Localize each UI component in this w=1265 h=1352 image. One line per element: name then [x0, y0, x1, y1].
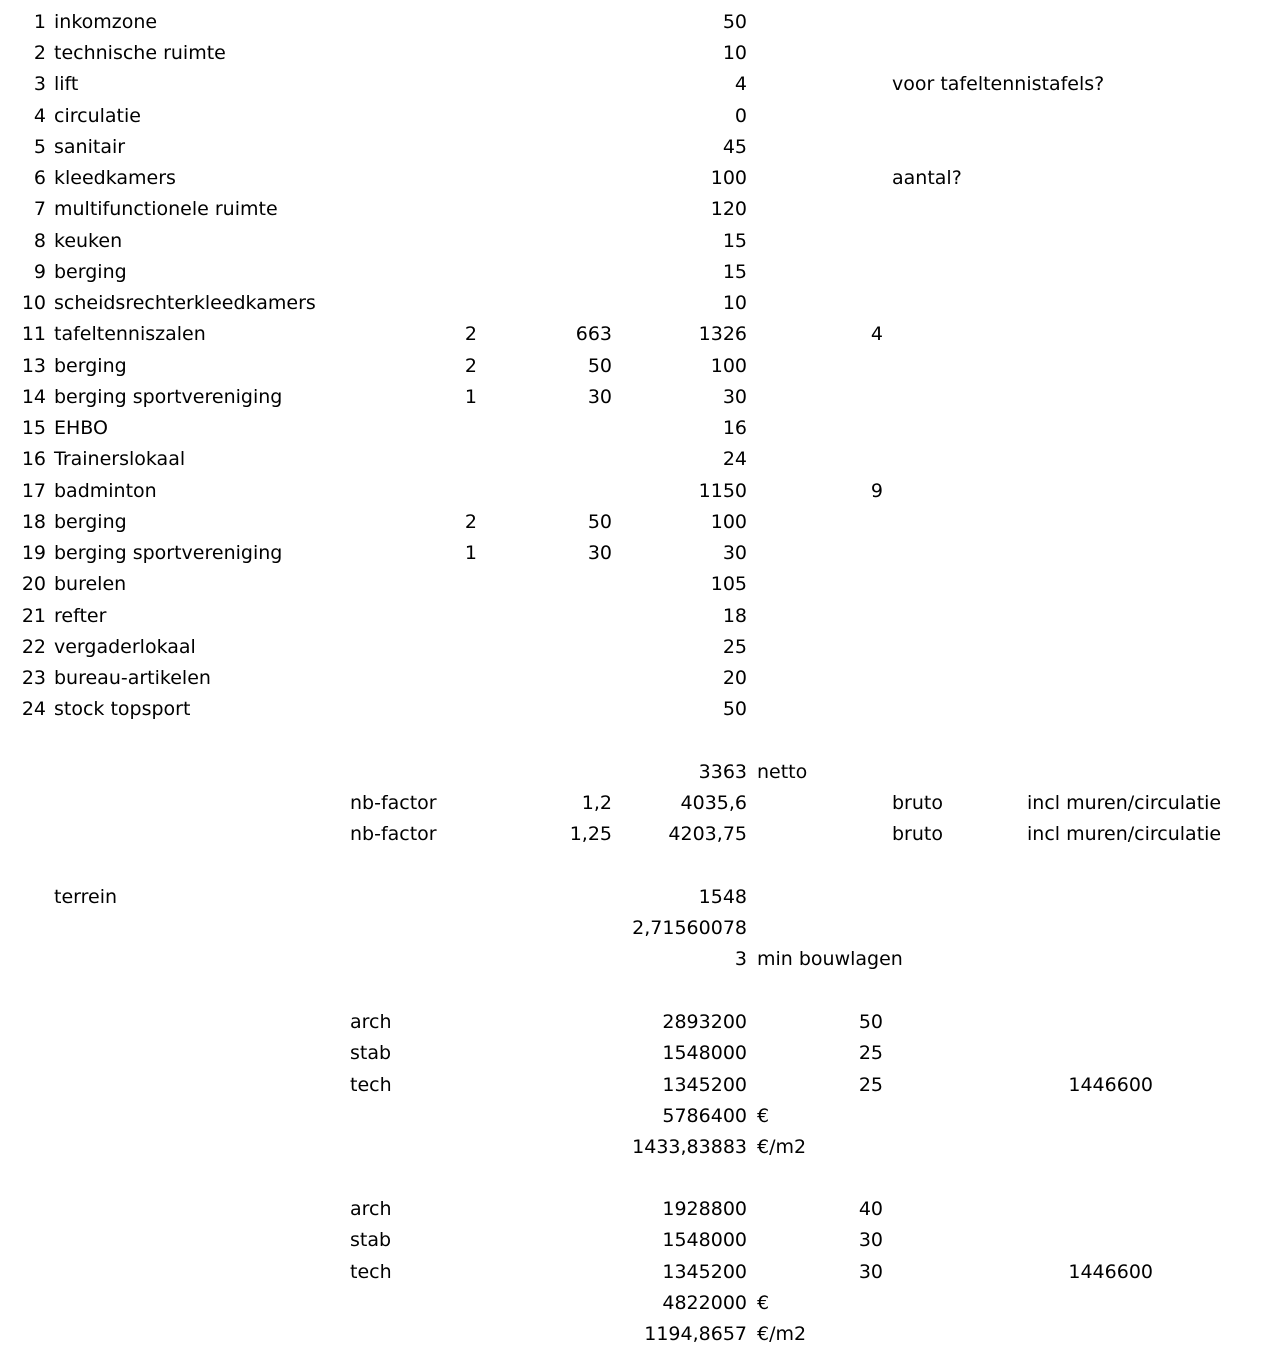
room-row	[0, 382, 1265, 413]
room-quantity[interactable]	[380, 257, 477, 288]
room-note[interactable]	[892, 257, 1192, 288]
room-name[interactable]: lift	[54, 73, 79, 95]
room-name[interactable]: berging	[54, 261, 127, 283]
room-unit-area[interactable]	[480, 632, 612, 663]
room-note[interactable]	[892, 351, 1192, 382]
room-quantity[interactable]	[380, 663, 477, 694]
room-count[interactable]	[790, 444, 883, 475]
cost-percent[interactable]: 25	[858, 1074, 883, 1096]
room-note[interactable]	[892, 663, 1192, 694]
room-name[interactable]: circulatie	[54, 105, 141, 127]
cost-label[interactable]: stab	[350, 1042, 392, 1064]
arch-row	[0, 1007, 1265, 1038]
room-name[interactable]: technische ruimte	[54, 42, 226, 64]
room-unit-area[interactable]	[480, 226, 612, 257]
room-row	[0, 444, 1265, 475]
room-row	[0, 319, 1265, 350]
room-count[interactable]	[790, 601, 883, 632]
room-total-area[interactable]: 10	[722, 42, 747, 64]
room-quantity[interactable]: 2	[464, 355, 477, 377]
room-name[interactable]: scheidsrechterkleedkamers	[54, 292, 316, 314]
room-count[interactable]	[790, 288, 883, 319]
cost-value[interactable]: 1548000	[662, 1042, 747, 1064]
stab-row	[0, 1225, 1265, 1256]
room-unit-area[interactable]: 30	[587, 386, 612, 408]
room-name[interactable]: burelen	[54, 573, 127, 595]
cost-total-row	[0, 1101, 1265, 1132]
tech-row	[0, 1070, 1265, 1101]
room-count[interactable]: 4	[870, 323, 883, 345]
room-number[interactable]: 21	[21, 605, 46, 627]
room-name[interactable]: tafeltenniszalen	[54, 323, 206, 345]
room-name[interactable]: kleedkamers	[54, 167, 176, 189]
room-quantity[interactable]: 1	[464, 542, 477, 564]
terrain-ratio[interactable]: 2,71560078	[632, 917, 747, 939]
room-name[interactable]: berging sportvereniging	[54, 386, 283, 408]
room-name[interactable]: vergaderlokaal	[54, 636, 196, 658]
room-number[interactable]: 9	[33, 261, 46, 283]
room-number[interactable]: 2	[33, 42, 46, 64]
room-row	[0, 288, 1265, 319]
room-number[interactable]: 14	[21, 386, 46, 408]
cost-total[interactable]: 4822000	[662, 1292, 747, 1314]
room-row	[0, 413, 1265, 444]
room-number[interactable]: 16	[21, 448, 46, 470]
room-unit-area[interactable]	[480, 694, 612, 725]
room-unit-area[interactable]	[480, 132, 612, 163]
room-name[interactable]: sanitair	[54, 136, 126, 158]
room-quantity[interactable]	[380, 132, 477, 163]
room-note[interactable]: voor tafeltennistafels?	[892, 73, 1105, 95]
cost-label[interactable]: tech	[350, 1074, 392, 1096]
room-total-area[interactable]: 15	[722, 261, 747, 283]
room-count[interactable]	[790, 69, 883, 100]
room-unit-area[interactable]	[480, 69, 612, 100]
cost-total-unit[interactable]: €	[757, 1292, 770, 1314]
room-unit-area[interactable]	[480, 444, 612, 475]
netto-total[interactable]: 3363	[698, 761, 747, 783]
room-note[interactable]	[892, 132, 1192, 163]
room-row	[0, 351, 1265, 382]
layers-label[interactable]: min bouwlagen	[757, 948, 903, 970]
cost-label[interactable]: stab	[350, 1229, 392, 1251]
room-total-area[interactable]: 18	[722, 605, 747, 627]
room-total-area[interactable]: 50	[722, 698, 747, 720]
terrain-area[interactable]: 1548	[698, 886, 747, 908]
cost-extra[interactable]: 1446600	[1068, 1074, 1153, 1096]
cost-per-m2-unit[interactable]: €/m2	[757, 1323, 807, 1345]
room-count[interactable]	[790, 569, 883, 600]
bruto-total[interactable]: 4203,75	[668, 823, 747, 845]
room-note[interactable]	[892, 444, 1192, 475]
terrain-ratio-row	[0, 913, 1265, 944]
room-name[interactable]: berging	[54, 511, 127, 533]
room-unit-area[interactable]: 30	[587, 542, 612, 564]
room-unit-area[interactable]	[480, 601, 612, 632]
room-note[interactable]	[892, 194, 1192, 225]
bruto-note[interactable]: incl muren/circulatie	[1027, 823, 1222, 845]
room-count[interactable]	[790, 694, 883, 725]
room-note[interactable]	[892, 226, 1192, 257]
cost-total-unit[interactable]: €	[757, 1105, 770, 1127]
room-total-area[interactable]: 1150	[698, 480, 747, 502]
room-quantity[interactable]	[380, 7, 477, 38]
cost-value[interactable]: 1928800	[662, 1198, 747, 1220]
room-number[interactable]: 18	[21, 511, 46, 533]
room-count[interactable]	[790, 7, 883, 38]
room-row	[0, 38, 1265, 69]
nb-factor-row-1	[0, 788, 1265, 819]
room-total-area[interactable]: 24	[722, 448, 747, 470]
nb-factor-value[interactable]: 1,2	[581, 792, 612, 814]
room-total-area[interactable]: 0	[734, 105, 747, 127]
cost-total-row	[0, 1288, 1265, 1319]
room-note[interactable]	[892, 382, 1192, 413]
layers-row	[0, 944, 1265, 975]
room-unit-area[interactable]: 50	[587, 355, 612, 377]
room-number[interactable]: 6	[33, 167, 46, 189]
room-number[interactable]: 1	[33, 11, 46, 33]
room-unit-area[interactable]	[480, 257, 612, 288]
room-count[interactable]	[790, 226, 883, 257]
room-total-area[interactable]: 50	[722, 11, 747, 33]
room-count[interactable]	[790, 507, 883, 538]
room-total-area[interactable]: 105	[710, 573, 747, 595]
room-count[interactable]	[790, 413, 883, 444]
room-number[interactable]: 3	[33, 73, 46, 95]
room-number[interactable]: 5	[33, 136, 46, 158]
room-name[interactable]: Trainerslokaal	[54, 448, 186, 470]
room-note[interactable]	[892, 288, 1192, 319]
terrain-row	[0, 882, 1265, 913]
room-total-area[interactable]: 120	[710, 198, 747, 220]
room-unit-area[interactable]	[480, 476, 612, 507]
room-row	[0, 226, 1265, 257]
room-total-area[interactable]: 100	[710, 355, 747, 377]
room-count[interactable]	[790, 132, 883, 163]
room-unit-area[interactable]	[480, 7, 612, 38]
room-quantity[interactable]	[380, 413, 477, 444]
room-number[interactable]: 23	[21, 667, 46, 689]
room-unit-area[interactable]: 663	[575, 323, 612, 345]
room-quantity[interactable]	[380, 101, 477, 132]
cost-per-m2[interactable]: 1433,83883	[632, 1136, 747, 1158]
room-quantity[interactable]: 1	[464, 386, 477, 408]
room-number[interactable]: 19	[21, 542, 46, 564]
room-unit-area[interactable]	[480, 101, 612, 132]
room-total-area[interactable]: 10	[722, 292, 747, 314]
room-name[interactable]: multifunctionele ruimte	[54, 198, 278, 220]
room-number[interactable]: 13	[21, 355, 46, 377]
room-count[interactable]	[790, 257, 883, 288]
room-name[interactable]: stock topsport	[54, 698, 191, 720]
room-row	[0, 507, 1265, 538]
room-count[interactable]	[790, 632, 883, 663]
room-quantity[interactable]	[380, 632, 477, 663]
room-note[interactable]	[892, 507, 1192, 538]
bruto-note[interactable]: incl muren/circulatie	[1027, 792, 1222, 814]
cost-per-m2-row	[0, 1132, 1265, 1163]
room-note[interactable]	[892, 38, 1192, 69]
room-row	[0, 663, 1265, 694]
cost-per-m2-unit[interactable]: €/m2	[757, 1136, 807, 1158]
room-name[interactable]: inkomzone	[54, 11, 158, 33]
nb-factor-label[interactable]: nb-factor	[350, 823, 437, 845]
room-note[interactable]	[892, 319, 1192, 350]
room-note[interactable]	[892, 476, 1192, 507]
room-name[interactable]: berging	[54, 355, 127, 377]
room-note[interactable]	[892, 538, 1192, 569]
room-number[interactable]: 20	[21, 573, 46, 595]
cost-value[interactable]: 2893200	[662, 1011, 747, 1033]
cost-percent[interactable]: 40	[858, 1198, 883, 1220]
room-name[interactable]: badminton	[54, 480, 157, 502]
room-row	[0, 163, 1265, 194]
room-total-area[interactable]: 100	[710, 167, 747, 189]
room-number[interactable]: 15	[21, 417, 46, 439]
cost-percent[interactable]: 50	[858, 1011, 883, 1033]
tech-row	[0, 1257, 1265, 1288]
room-number[interactable]: 22	[21, 636, 46, 658]
cost-label[interactable]: arch	[350, 1198, 392, 1220]
room-total-area[interactable]: 20	[722, 667, 747, 689]
room-count[interactable]	[790, 163, 883, 194]
room-count[interactable]: 9	[870, 480, 883, 502]
room-note[interactable]	[892, 601, 1192, 632]
room-number[interactable]: 24	[21, 698, 46, 720]
bruto-total[interactable]: 4035,6	[680, 792, 747, 814]
room-unit-area[interactable]: 50	[587, 511, 612, 533]
room-row	[0, 257, 1265, 288]
nb-factor-row-2	[0, 819, 1265, 850]
room-note[interactable]	[892, 694, 1192, 725]
room-unit-area[interactable]	[480, 194, 612, 225]
cost-label[interactable]: tech	[350, 1261, 392, 1283]
room-quantity[interactable]	[380, 476, 477, 507]
room-row	[0, 538, 1265, 569]
room-total-area[interactable]: 30	[722, 386, 747, 408]
room-unit-area[interactable]	[480, 288, 612, 319]
cost-percent[interactable]: 25	[858, 1042, 883, 1064]
room-row	[0, 194, 1265, 225]
room-count[interactable]	[790, 101, 883, 132]
room-unit-area[interactable]	[480, 569, 612, 600]
room-note[interactable]	[892, 569, 1192, 600]
room-total-area[interactable]: 4	[734, 73, 747, 95]
room-note[interactable]: aantal?	[892, 167, 962, 189]
cost-percent[interactable]: 30	[858, 1261, 883, 1283]
arch-row	[0, 1194, 1265, 1225]
room-count[interactable]	[790, 538, 883, 569]
cost-per-m2-row	[0, 1319, 1265, 1350]
room-row	[0, 476, 1265, 507]
room-name[interactable]: berging sportvereniging	[54, 542, 283, 564]
cost-extra[interactable]: 1446600	[1068, 1261, 1153, 1283]
room-name[interactable]: keuken	[54, 230, 123, 252]
room-row	[0, 601, 1265, 632]
cost-value[interactable]: 1345200	[662, 1261, 747, 1283]
room-quantity[interactable]	[380, 38, 477, 69]
room-unit-area[interactable]	[480, 663, 612, 694]
cost-percent[interactable]: 30	[858, 1229, 883, 1251]
room-number[interactable]: 7	[33, 198, 46, 220]
room-note[interactable]	[892, 7, 1192, 38]
room-quantity[interactable]: 2	[464, 323, 477, 345]
room-total-area[interactable]: 25	[722, 636, 747, 658]
cost-value[interactable]: 1548000	[662, 1229, 747, 1251]
room-quantity[interactable]	[380, 194, 477, 225]
cost-value[interactable]: 1345200	[662, 1074, 747, 1096]
room-note[interactable]	[892, 101, 1192, 132]
netto-label[interactable]: netto	[757, 761, 808, 783]
room-note[interactable]	[892, 413, 1192, 444]
room-quantity[interactable]	[380, 601, 477, 632]
room-count[interactable]	[790, 663, 883, 694]
cost-total[interactable]: 5786400	[662, 1105, 747, 1127]
room-name[interactable]: bureau-artikelen	[54, 667, 211, 689]
terrain-label[interactable]: terrein	[54, 886, 118, 908]
room-unit-area[interactable]	[480, 38, 612, 69]
room-name[interactable]: refter	[54, 605, 107, 627]
room-count[interactable]	[790, 194, 883, 225]
cost-label[interactable]: arch	[350, 1011, 392, 1033]
room-row	[0, 632, 1265, 663]
room-quantity[interactable]: 2	[464, 511, 477, 533]
room-quantity[interactable]	[380, 163, 477, 194]
room-number[interactable]: 11	[21, 323, 46, 345]
room-number[interactable]: 8	[33, 230, 46, 252]
room-total-area[interactable]: 30	[722, 542, 747, 564]
room-row	[0, 694, 1265, 725]
cost-per-m2[interactable]: 1194,8657	[644, 1323, 747, 1345]
room-count[interactable]	[790, 382, 883, 413]
room-quantity[interactable]	[380, 226, 477, 257]
bruto-label[interactable]: bruto	[892, 823, 943, 845]
room-row	[0, 7, 1265, 38]
layers-value[interactable]: 3	[734, 948, 747, 970]
room-quantity[interactable]	[380, 69, 477, 100]
room-name[interactable]: EHBO	[54, 417, 108, 439]
room-total-area[interactable]: 100	[710, 511, 747, 533]
room-quantity[interactable]	[380, 288, 477, 319]
stab-row	[0, 1038, 1265, 1069]
room-note[interactable]	[892, 632, 1192, 663]
room-quantity[interactable]	[380, 444, 477, 475]
bruto-label[interactable]: bruto	[892, 792, 943, 814]
room-unit-area[interactable]	[480, 163, 612, 194]
room-count[interactable]	[790, 38, 883, 69]
room-row	[0, 569, 1265, 600]
room-unit-area[interactable]	[480, 413, 612, 444]
room-count[interactable]	[790, 351, 883, 382]
room-total-area[interactable]: 1326	[698, 323, 747, 345]
room-number[interactable]: 4	[33, 105, 46, 127]
room-row	[0, 69, 1265, 100]
room-total-area[interactable]: 15	[722, 230, 747, 252]
room-number[interactable]: 10	[21, 292, 46, 314]
room-number[interactable]: 17	[21, 480, 46, 502]
nb-factor-label[interactable]: nb-factor	[350, 792, 437, 814]
room-quantity[interactable]	[380, 569, 477, 600]
room-total-area[interactable]: 45	[722, 136, 747, 158]
room-row	[0, 132, 1265, 163]
room-row	[0, 101, 1265, 132]
netto-row	[0, 757, 1265, 788]
room-total-area[interactable]: 16	[722, 417, 747, 439]
nb-factor-value[interactable]: 1,25	[569, 823, 612, 845]
room-quantity[interactable]	[380, 694, 477, 725]
